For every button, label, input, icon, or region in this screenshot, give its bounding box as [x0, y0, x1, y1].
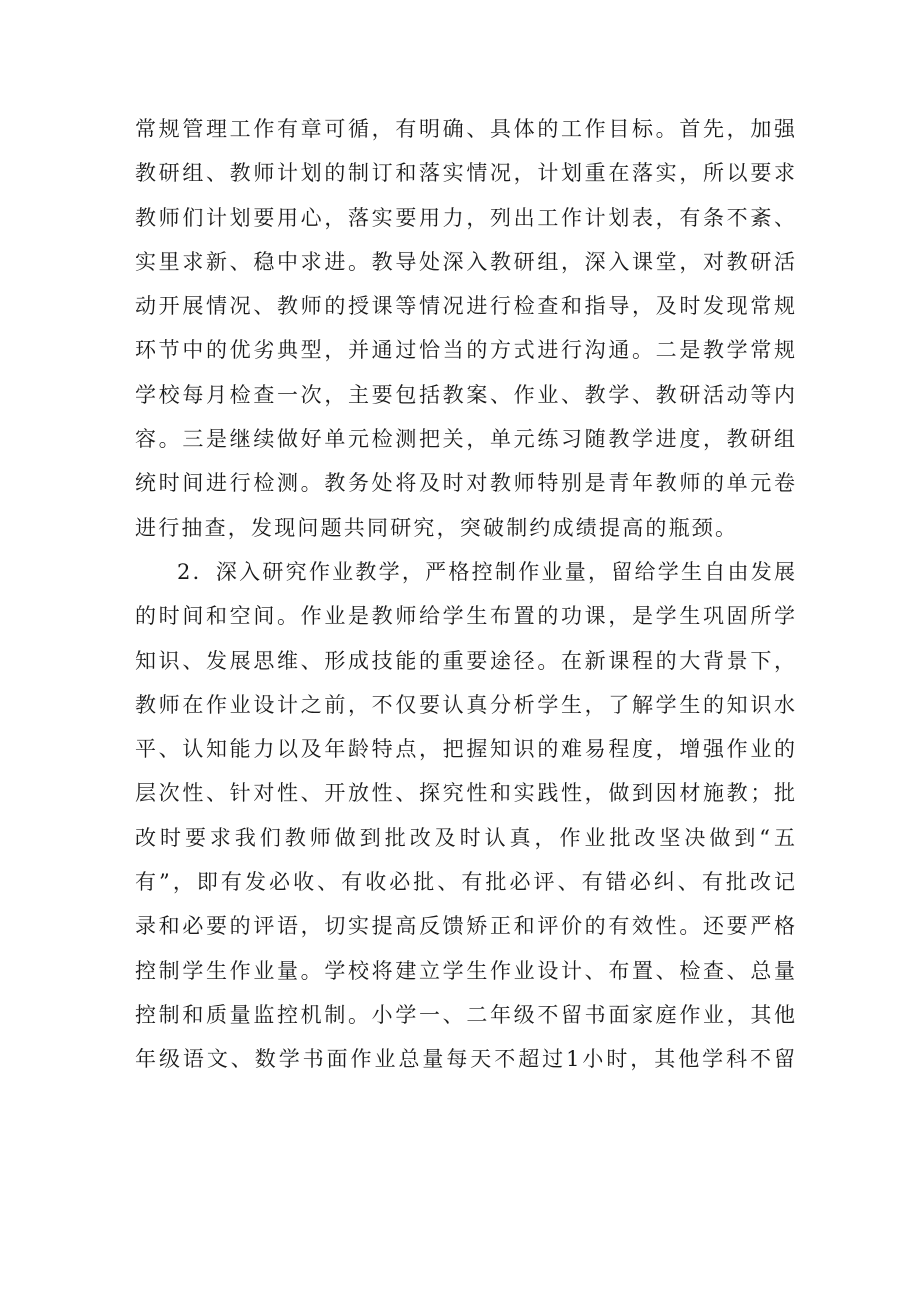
text-line: 教师在作业设计之前，不仅要认真分析学生，了解学生的知识水: [135, 692, 795, 717]
text-line: 知识、发展思维、形成技能的重要途径。在新课程的大背景下，: [135, 648, 795, 673]
text-line: 改时要求我们教师做到批改及时认真，作业批改坚决做到“五: [135, 825, 795, 850]
text-line: 控制和质量监控机制。小学一、二年级不留书面家庭作业，其他: [135, 1002, 795, 1027]
text-line: 教研组、教师计划的制订和落实情况，计划重在落实，所以要求: [135, 161, 795, 186]
text-line: 年级语文、数学书面作业总量每天不超过1小时，其他学科不留: [135, 1047, 795, 1072]
paragraph-end-line: 进行抽查，发现问题共同研究，突破制约成绩提高的瓶颈。: [135, 515, 739, 540]
body-text: [135, 107, 795, 1082]
text-line: 控制学生作业量。学校将建立学生作业设计、布置、检查、总量: [135, 958, 795, 983]
text-line: 环节中的优劣典型，并通过恰当的方式进行沟通。二是教学常规: [135, 338, 795, 363]
text-line: 实里求新、稳中求进。教导处深入教研组，深入课堂，对教研活: [135, 249, 795, 274]
text-line: 常规管理工作有章可循，有明确、具体的工作目标。首先，加强: [135, 117, 795, 141]
text-line: 平、认知能力以及年龄特点，把握知识的难易程度，增强作业的: [135, 737, 795, 762]
paragraph-start-line: 2．深入研究作业教学，严格控制作业量，留给学生自由发展: [177, 559, 795, 584]
text-line: 统时间进行检测。教务处将及时对教师特别是青年教师的单元卷: [135, 471, 795, 496]
text-line: 教师们计划要用心，落实要用力，列出工作计划表，有条不紊、: [135, 205, 795, 230]
text-line: 学校每月检查一次，主要包括教案、作业、教学、教研活动等内: [135, 382, 795, 407]
text-line: 的时间和空间。作业是教师给学生布置的功课，是学生巩固所学: [135, 604, 795, 629]
text-line: 容。三是继续做好单元检测把关，单元练习随教学进度，教研组: [135, 427, 795, 452]
text-line: 层次性、针对性、开放性、探究性和实践性，做到因材施教；批: [135, 781, 795, 806]
text-line: 动开展情况、教师的授课等情况进行检查和指导，及时发现常规: [135, 294, 795, 319]
text-line: 有”，即有发必收、有收必批、有批必评、有错必纠、有批改记: [135, 870, 795, 895]
text-line: 录和必要的评语，切实提高反馈矫正和评价的有效性。还要严格: [135, 914, 795, 939]
